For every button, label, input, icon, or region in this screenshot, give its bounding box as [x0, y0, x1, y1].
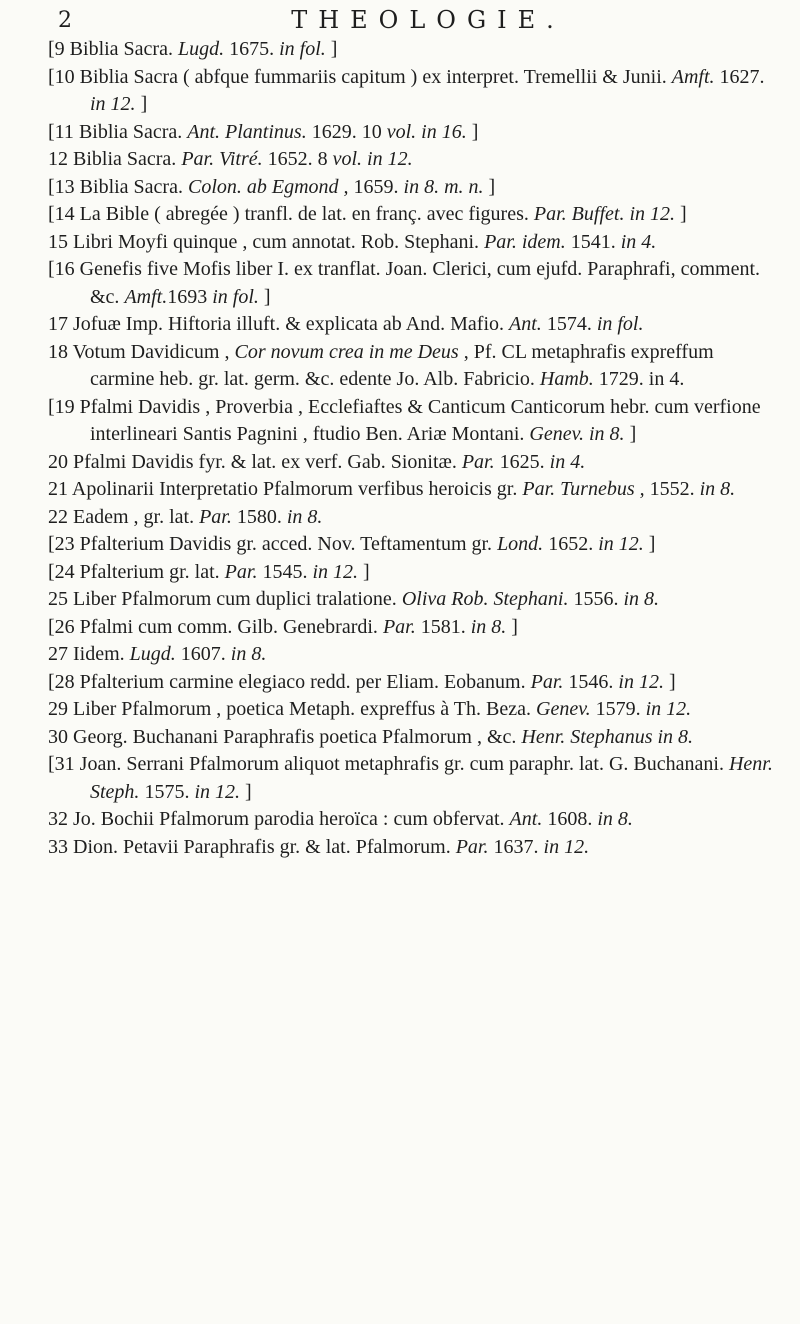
entry-number: 25: [48, 588, 73, 610]
entry-imprint: Oliva Rob. Stephani.: [401, 588, 569, 610]
entry-title: Liber Pfalmorum , poetica Metaph. expreffus à Th. Beza.: [73, 698, 536, 720]
catalogue-entry: [0, 531, 780, 559]
entry-title: Pfalmi cum comm. Gilb. Genebrardi.: [79, 615, 383, 638]
entry-format: in 12.: [598, 533, 644, 555]
entry-title: Georg. Buchanani Paraphrafis poetica Pfalmorum , &c.: [73, 725, 522, 748]
entry-open-bracket: [: [48, 203, 55, 225]
catalogue-entry: [0, 36, 780, 64]
entry-year: 1545.: [257, 560, 313, 583]
entry-year: 1629. 10: [306, 120, 387, 143]
catalogue-entry: [0, 256, 780, 311]
entry-year: 1575.: [139, 780, 195, 803]
entry-open-bracket: [: [48, 65, 55, 88]
entry-imprint: Henr. Steph.: [90, 753, 773, 803]
entry-year: 1693: [167, 285, 213, 308]
entry-year: 1581.: [415, 615, 471, 638]
catalogue-entry: [0, 339, 780, 394]
entry-title: Iidem.: [73, 643, 130, 665]
entry-open-bracket: [: [48, 38, 55, 60]
catalogue-entry: [0, 146, 780, 174]
catalogue-entry: [0, 641, 780, 669]
entry-number: 28: [54, 670, 80, 693]
entry-number: 18: [48, 340, 73, 363]
entry-number: 9: [54, 38, 70, 60]
entry-year: 1546.: [563, 670, 619, 693]
entry-year: 1675.: [224, 38, 280, 60]
entry-close: ]: [643, 533, 656, 555]
running-title: THEOLOGIE.: [291, 6, 565, 34]
entry-imprint: Ant.: [509, 313, 542, 335]
entry-imprint: Par.: [199, 505, 232, 528]
entry-number: 29: [48, 698, 73, 720]
entry-format: in 12.: [618, 670, 664, 693]
entry-title: Pfalterium carmine elegiaco redd. per Eliam. Eobanum.: [79, 670, 531, 693]
entry-close: ]: [325, 38, 338, 60]
entry-format: vol. in 16.: [386, 120, 467, 143]
entry-number: 11: [54, 120, 79, 143]
catalogue-entries: [0, 36, 800, 861]
catalogue-entry: [0, 64, 780, 119]
entry-open-bracket: [: [48, 670, 55, 693]
entry-imprint: Par.: [461, 450, 495, 473]
entry-format: in 8.: [657, 725, 694, 748]
catalogue-entry: [0, 394, 780, 449]
catalogue-entry: [0, 806, 780, 834]
entry-number: 14: [54, 203, 80, 225]
entry-number: 17: [48, 313, 73, 335]
entry-close: ]: [663, 670, 676, 693]
entry-number: 33: [48, 835, 73, 858]
entry-format: in 12.: [629, 203, 675, 225]
entry-title: Biblia Sacra ( abfque fummariis capitum ) ex interpret. Tremellii & Junii.: [79, 65, 672, 88]
entry-number: 31: [54, 753, 80, 775]
catalogue-entry: [0, 586, 780, 614]
entry-title: La Bible ( abregée ) tranfl. de lat. en franç. avec figures.: [79, 203, 534, 225]
entry-number: 23: [54, 533, 80, 555]
catalogue-entry: [0, 751, 780, 806]
entry-year: 1637.: [488, 835, 544, 858]
entry-title: Votum Davidicum ,: [72, 340, 235, 363]
entry-title: Jofuæ Imp. Hiftoria illuft. & explicata ab And. Mafio.: [73, 313, 510, 335]
entry-open-bracket: [: [48, 753, 55, 775]
catalogue-entry: [0, 229, 780, 257]
entry-year: 1607.: [175, 643, 231, 665]
catalogue-entry: [0, 119, 780, 147]
entry-format: in 12.: [90, 93, 136, 115]
entry-title: Pfalmi Davidis fyr. & lat. ex verf. Gab. Sionitæ.: [73, 450, 462, 473]
entry-year: 1627.: [714, 65, 765, 88]
entry-number: 22: [48, 505, 73, 528]
catalogue-entry: [0, 614, 780, 642]
entry-title: Biblia Sacra.: [79, 175, 188, 198]
entry-year: 1541.: [565, 230, 621, 253]
entry-year: 1652.: [543, 533, 599, 555]
entry-close: ]: [483, 175, 496, 198]
entry-year: 1652. 8: [262, 148, 333, 170]
entry-title: Liber Pfalmorum cum duplici tralatione.: [73, 588, 402, 610]
entry-title: Jo. Bochii Pfalmorum parodia heroïca : cum obfervat.: [73, 808, 510, 830]
entry-title: Biblia Sacra.: [69, 38, 178, 60]
entry-close: ]: [624, 423, 637, 445]
catalogue-entry: [0, 174, 780, 202]
entry-year: 1556.: [568, 588, 624, 610]
entry-title: Genefis five Mofis liber I. ex tranflat. Joan. Clerici, cum ejufd. Paraphrafi, comment. &c.: [79, 258, 761, 308]
entry-title: Pfalmi Davidis , Proverbia , Ecclefiaftes & Canticum Canticorum hebr. cum verfione interlineari Santis Pagnini , ftudio Ben. Ariæ Montani.: [79, 395, 761, 445]
entry-year: 1574.: [541, 313, 597, 335]
entry-title: Joan. Serrani Pfalmorum aliquot metaphrafis gr. cum paraphr. lat. G. Buchanani.: [79, 753, 729, 775]
entry-open-bracket: [: [48, 258, 55, 280]
entry-close: ]: [675, 203, 687, 225]
entry-format: in fol.: [279, 38, 326, 60]
catalogue-entry: [0, 696, 780, 724]
entry-number: 32: [48, 808, 73, 830]
entry-number: 30: [48, 725, 73, 748]
entry-format: in 8.: [597, 808, 633, 830]
entry-number: 13: [54, 175, 80, 198]
entry-imprint: Amft.: [124, 285, 168, 308]
entry-format: in 8.: [589, 423, 625, 445]
entry-number: 16: [54, 258, 80, 280]
catalogue-entry: [0, 449, 780, 477]
entry-number: 19: [54, 395, 80, 418]
entry-number: 27: [48, 643, 73, 665]
entry-format: in 4.: [620, 230, 657, 253]
entry-close: ]: [258, 285, 271, 308]
catalogue-entry: [0, 559, 780, 587]
entry-format: in 8.: [623, 588, 660, 610]
entry-format: in 12.: [194, 780, 240, 803]
entry-format: in 8.: [470, 615, 507, 638]
entry-imprint: Par. Buffet.: [533, 203, 625, 225]
entry-format: in 12.: [312, 560, 359, 583]
catalogue-entry: [0, 201, 780, 229]
entry-format: in 8. m. n.: [403, 175, 484, 198]
entry-imprint: Lugd.: [177, 38, 225, 60]
entry-imprint: Par.: [382, 615, 416, 638]
catalogue-entry: [0, 311, 780, 339]
entry-title: Libri Moyfi quinque , cum annotat. Rob. Stephani.: [73, 230, 485, 253]
entry-year: 1580.: [231, 505, 287, 528]
entry-number: 12: [48, 148, 73, 170]
entry-imprint: Par. idem.: [484, 230, 566, 253]
entry-open-bracket: [: [48, 533, 55, 555]
catalogue-entry: [0, 724, 780, 752]
entry-imprint: Henr. Stephanus: [521, 725, 653, 748]
entry-title: Apolinarii Interpretatio Pfalmorum verfibus heroicis gr.: [71, 478, 523, 500]
entry-format: in 12.: [645, 698, 692, 720]
entry-imprint: Lond.: [497, 533, 544, 555]
entry-open-bracket: [: [48, 120, 55, 143]
entry-year: 1552.: [644, 478, 700, 500]
entry-format: in fol.: [212, 285, 259, 308]
entry-imprint: Par. Vitré.: [181, 148, 263, 170]
entry-close: ]: [135, 93, 148, 115]
entry-number: 21: [48, 478, 72, 500]
entry-close: ]: [466, 120, 479, 143]
entry-number: 20: [48, 450, 73, 473]
catalogue-entry: [0, 834, 780, 862]
entry-title: Eadem , gr. lat.: [73, 505, 200, 528]
entry-title: Pfalterium Davidis gr. acced. Nov. Teftamentum gr.: [79, 533, 498, 555]
entry-imprint: Ant.: [509, 808, 543, 830]
entry-number: 26: [54, 615, 80, 638]
entry-imprint: Ant. Plantinus.: [187, 120, 307, 143]
entry-imprint: Par. Turnebus ,: [522, 478, 645, 500]
entry-imprint: Genev.: [536, 698, 591, 720]
entry-format: in 8.: [230, 643, 267, 665]
entry-close: ]: [240, 780, 252, 803]
entry-open-bracket: [: [48, 615, 55, 638]
entry-close: ]: [358, 560, 370, 583]
entry-imprint: Par.: [530, 670, 564, 693]
entry-close: ]: [506, 615, 518, 638]
entry-format: Hamb.: [539, 368, 594, 390]
entry-format: in 8.: [286, 505, 323, 528]
entry-year: 1659.: [348, 175, 404, 198]
entry-imprint: Cor novum crea in me Deus: [234, 340, 459, 363]
entry-imprint: Par.: [224, 560, 258, 583]
catalogue-entry: [0, 504, 780, 532]
entry-title: Dion. Petavii Paraphrafis gr. & lat. Pfalmorum.: [73, 835, 456, 858]
entry-year: , Pf. CL metaphrafis expreffum carmine heb. gr. lat. germ. &c. edente Jo. Alb. Fabricio.: [90, 340, 714, 390]
entry-imprint: Par.: [455, 835, 489, 858]
entry-format: in 8.: [699, 478, 736, 500]
catalogue-entry: [0, 669, 780, 697]
entry-number: 15: [48, 230, 73, 253]
entry-format: vol. in 12.: [332, 148, 413, 170]
entry-format: in 12.: [543, 835, 590, 858]
entry-format: in 4.: [549, 450, 586, 473]
entry-title: Biblia Sacra.: [78, 120, 188, 143]
entry-imprint: Genev.: [529, 423, 584, 445]
entry-open-bracket: [: [48, 395, 55, 418]
entry-imprint: Lugd.: [129, 643, 176, 665]
entry-imprint: Colon. ab Egmond ,: [187, 175, 349, 198]
entry-number: 24: [54, 560, 80, 583]
entry-format: in fol.: [596, 313, 644, 335]
entry-number: 10: [54, 65, 80, 88]
entry-title: Pfalterium gr. lat.: [79, 560, 225, 583]
entry-year: 1579.: [590, 698, 646, 720]
entry-year: 1608.: [542, 808, 598, 830]
entry-imprint: Amft.: [671, 65, 715, 88]
entry-year: 1625.: [494, 450, 550, 473]
page-number: 2: [58, 8, 72, 33]
entry-title: Biblia Sacra.: [73, 148, 182, 170]
entry-close: 1729. in 4.: [593, 368, 685, 390]
catalogue-entry: [0, 476, 780, 504]
entry-open-bracket: [: [48, 560, 55, 583]
entry-open-bracket: [: [48, 175, 55, 198]
page-header: [58, 6, 778, 36]
